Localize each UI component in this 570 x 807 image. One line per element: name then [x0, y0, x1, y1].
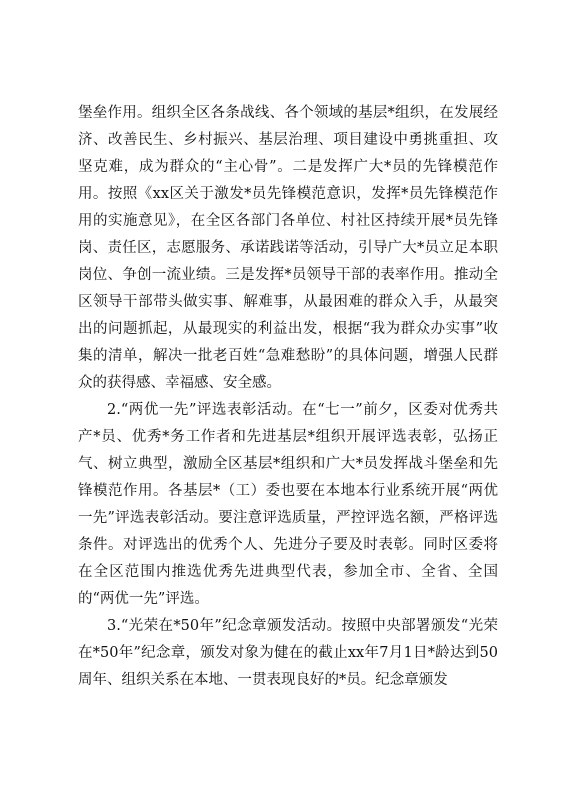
- paragraph-item-2: 2.“两优一先”评选表彰活动。在“七一”前夕，区委对优秀共产*员、优秀*务工作者和先进基层*组织开展评选表彰，弘扬正气、树立典型，激励全区基层*组织和广大*员发挥战斗堡垒和先锋模范作用。各基层*（工）委也要在本地本行业系统开展“两优一先”评选表彰活动。要注意评选质量，严控评选名额，严格评选条件。对评选出的优秀个人、先进分子要及时表彰。同时区委将在全区范围内推选优秀先进典型代表，参加全市、全省、全国的“两优一先”评选。: [78, 402, 498, 607]
- paragraph-item-3: 3.“光荣在*50年”纪念章颁发活动。按照中央部署颁发“光荣在*50年”纪念章，颁发对象为健在的截止xx年7月1日*龄达到50周年、组织关系在本地、一贯表现良好的*员。纪念章颁发: [78, 618, 498, 688]
- paragraph-continued: 堡垒作用。组织全区各条战线、各个领域的基层*组织，在发展经济、改善民生、乡村振兴、基层治理、项目建设中勇挑重担、攻坚克难，成为群众的“主心骨”。二是发挥广大*员的先锋模范作用。按照《xx区关于激发*员先锋模范意识，发挥*员先锋模范作用的实施意见》，在全区各部门各单位、村社区持续开展*员先锋岗、责任区，志愿服务、承诺践诺等活动，引导广大*员立足本职岗位、争创一流业绩。三是发挥*员领导干部的表率作用。推动全区领导干部带头做实事、解难事，从最困难的群众入手，从最突出的问题抓起，从最现实的利益出发，根据“我为群众办实事”收集的清单，解决一批老百姓“急难愁盼”的具体问题，增强人民群众的获得感、幸福感、安全感。: [78, 105, 498, 391]
- document-body: [78, 100, 498, 694]
